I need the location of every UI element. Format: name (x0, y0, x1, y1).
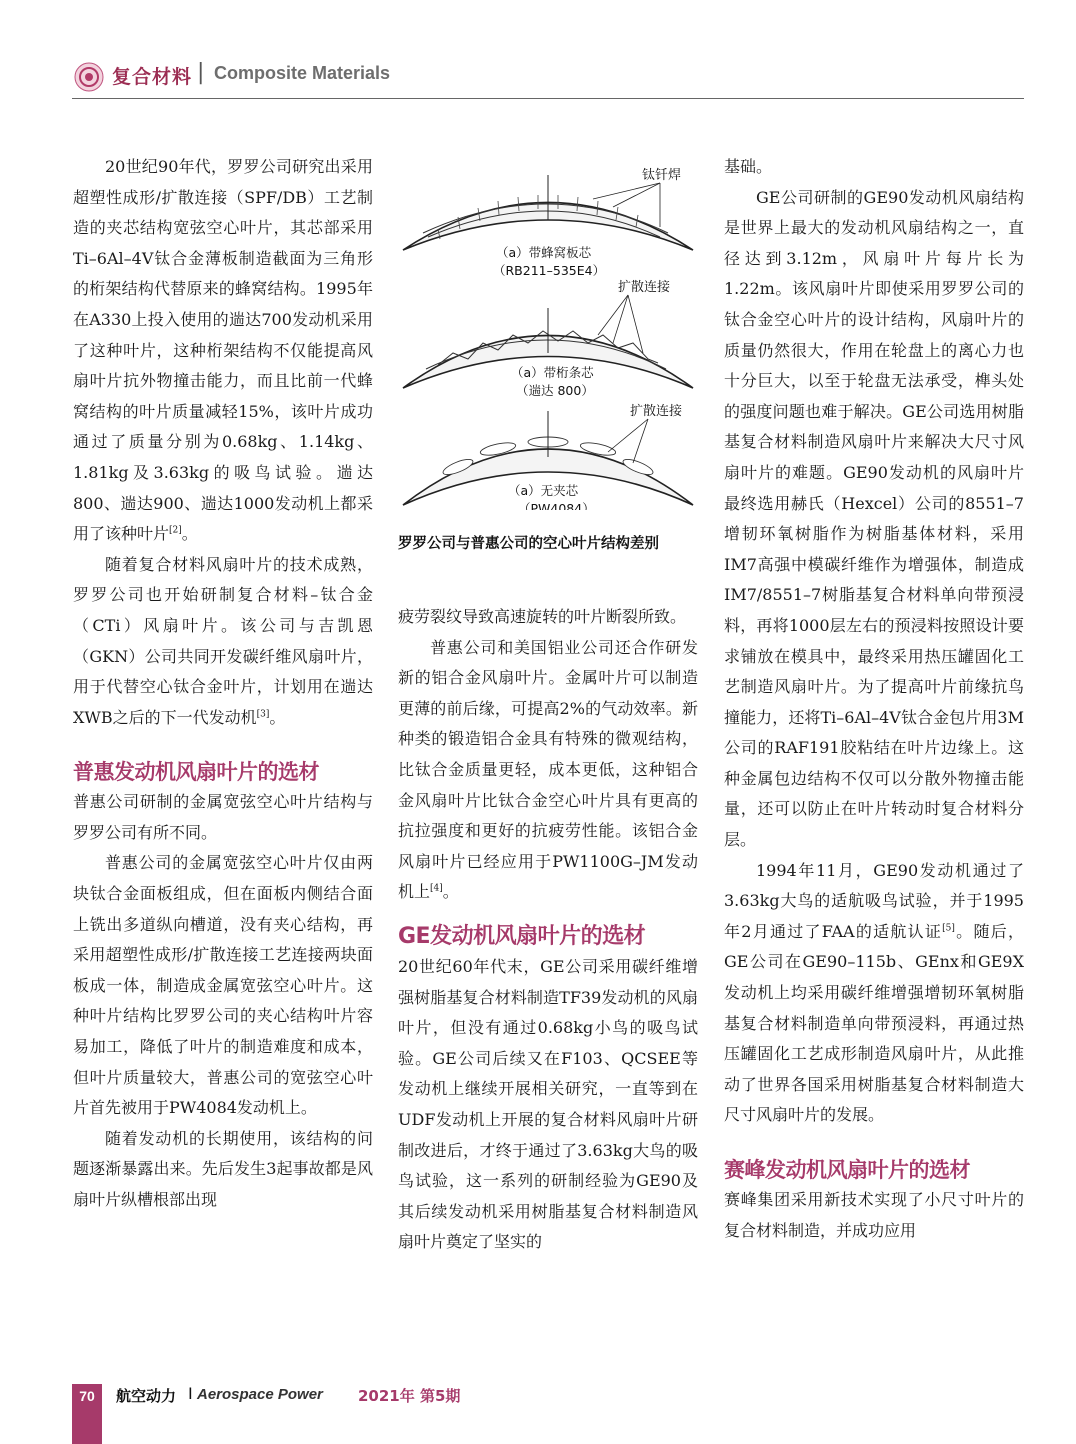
panel-1-engine: （RB211–535E4） (493, 263, 606, 278)
journal-name-cn: 航空动力 (116, 1387, 177, 1405)
paragraph: 20世纪60年代末，GE公司采用碳纤维增强树脂基复合材料制造TF39发动机的风扇叶片，但没有通过0.68kg小鸟的吸鸟试验。GE公司后续又在F103、QCSEE等发动机上继续开展相关研究，一直等到在UDF发动机上开展的复合材料风扇叶片研制改进后，才终于通过了3.63kg大鸟的吸鸟试验，这一系列的研制经验为GE90及其后续发动机采用树脂基复合材料制造风扇叶片奠定了坚实的 (398, 956, 698, 1252)
column-1 (73, 152, 373, 1216)
paragraph: 赛峰集团采用新技术实现了小尺寸叶片的复合材料制造，并成功应用 (724, 1190, 1024, 1240)
column-2 (398, 602, 698, 1258)
paragraph: 随着复合材料风扇叶片的技术成熟，罗罗公司也开始研制复合材料–钛合金（CTi）风扇叶片。该公司与吉凯恩（GKN）公司共同开发碳纤维风扇叶片，用于代替空心钛合金叶片，计划用在遄达XWB之后的下一代发动机[3]。 (73, 554, 373, 727)
panel-1-caption: （a）带蜂窝板芯 (496, 245, 592, 260)
panel-2-label: 扩散连接 (618, 280, 671, 295)
blade-cross-sections-diagram (398, 155, 700, 510)
citation: [4] (430, 884, 443, 895)
citation: [2] (169, 525, 182, 536)
panel-3-label: 扩散连接 (630, 404, 683, 419)
section-heading: 普惠发动机风扇叶片的选材 (73, 760, 319, 785)
section-heading: 赛峰发动机风扇叶片的选材 (724, 1158, 970, 1182)
panel-no-core (403, 403, 693, 510)
citation: [3] (256, 709, 270, 720)
panel-2-caption: （a）带桁条芯 (511, 365, 594, 380)
header-section-cn: 复合材料 (112, 66, 193, 88)
paragraph: 基础。 (724, 157, 773, 176)
paragraph: 普惠公司的金属宽弦空心叶片仅由两块钛合金面板组成，但在面板内侧结合面上铣出多道纵向槽道，没有夹心结构，再采用超塑性成形/扩散连接工艺连接两块面板成一体，制造成金属宽弦空心叶片。这种叶片结构比罗罗公司的夹心结构叶片容易加工，降低了叶片的制造难度和成本，但叶片质量较大，普惠公司的宽弦空心叶片首先被用于PW4084发动机上。 (73, 853, 373, 1118)
header-separator: | (197, 60, 205, 85)
panel-2-engine: （遄达 800） (516, 383, 594, 398)
paragraph: 普惠公司研制的金属宽弦空心叶片结构与罗罗公司有所不同。 (73, 792, 373, 842)
issue-number: 2021年 第5期 (358, 1387, 461, 1405)
panel-honeycomb (403, 167, 693, 278)
section-heading: GE发动机风扇叶片的选材 (398, 923, 646, 949)
column-3 (724, 152, 1024, 1246)
paragraph: 随着发动机的长期使用，该结构的问题逐渐暴露出来。先后发生3起事故都是风扇叶片纵槽根部出现 (73, 1128, 373, 1209)
panel-1-label: 钛钎焊 (642, 168, 682, 183)
running-header (72, 58, 1024, 94)
paragraph: 疲劳裂纹导致高速旋转的叶片断裂所致。 (398, 607, 687, 626)
paragraph: 1994年11月，GE90发动机通过了3.63kg大鸟的适航吸鸟试验，并于1995年2月通过了FAA的适航认证[5]。随后，GE公司在GE90–115b、GEnx和GE9X发动机上均采用碳纤维增强增韧环氧树脂基复合材料制造单向带预浸料，再通过热压罐固化工艺成形制造风扇叶片，从此推动了世界各国采用树脂基复合材料制造大尺寸风扇叶片的发展。 (724, 860, 1024, 1125)
circular-emblem-icon (74, 62, 104, 92)
panel-3-engine: （PW4084） (518, 501, 595, 510)
panel-truss (403, 279, 693, 398)
figure-caption: 罗罗公司与普惠公司的空心叶片结构差别 (398, 536, 659, 552)
panel-3-caption: （a）无夹芯 (508, 483, 579, 498)
citation: [5] (942, 923, 955, 934)
blade-structure-figure (398, 155, 700, 510)
paragraph: 20世纪90年代，罗罗公司研究出采用超塑性成形/扩散连接（SPF/DB）工艺制造的夹芯结构宽弦空心叶片，其芯部采用Ti–6Al–4V钛合金薄板制造截面为三角形的桁架结构代替原来的蜂窝结构。1995年在A330上投入使用的遄达700发动机采用了这种叶片，这种桁架结构不仅能提高风扇叶片抗外物撞击能力，而且比前一代蜂窝结构的叶片质量减轻15%，该叶片成功通过了质量分别为0.68kg、1.14kg、1.81kg及3.63kg的吸鸟试验。遄达800、遄达900、遄达1000发动机上都采用了该种叶片[2]。 (73, 157, 373, 544)
header-section-en: Composite Materials (214, 63, 391, 83)
header-rule (72, 98, 1024, 99)
paragraph: GE公司研制的GE90发动机风扇结构是世界上最大的发动机风扇结构之一，直径达到3.12m，风扇叶片每片长为1.22m。该风扇叶片即使采用罗罗公司的钛合金空心叶片的设计结构，风扇叶片的质量仍然很大，作用在轮盘上的离心力也十分巨大，以至于轮盘无法承受，榫头处的强度问题也难于解决。GE公司选用树脂基复合材料制造风扇叶片来解决大尺寸风扇叶片的难题。GE90发动机的风扇叶片最终选用赫氏（Hexcel）公司的8551–7增韧环氧树脂作为树脂基体材料，采用IM7高强中模碳纤维作为增强体，制造成IM7/8551–7树脂基复合材料单向带预浸料，再将1000层左右的预浸料按照设计要求铺放在模具中，最终采用热压罐固化工艺制造风扇叶片。为了提高叶片前缘抗鸟撞能力，还将Ti–6Al–4V钛合金包片用3M公司的RAF191胶粘结在叶片边缘上。这种金属包边结构不仅可以分散外物撞击能量，还可以防止在叶片转动时复合材料分层。 (724, 187, 1024, 850)
page-number: 70 (79, 1388, 95, 1404)
footer-separator: I (188, 1384, 193, 1403)
paragraph: 普惠公司和美国铝业公司还合作研发新的铝合金风扇叶片。金属叶片可以制造更薄的前后缘，可提高2%的气动效率。新种类的锻造铝合金具有特殊的微观结构，比钛合金质量更轻，成本更低，这种铝合金风扇叶片比钛合金空心叶片具有更高的抗拉强度和更好的抗疲劳性能。该铝合金风扇叶片已经应用于PW1100G–JM发动机上[4]。 (398, 637, 698, 902)
journal-name-en: Aerospace Power (197, 1386, 323, 1403)
